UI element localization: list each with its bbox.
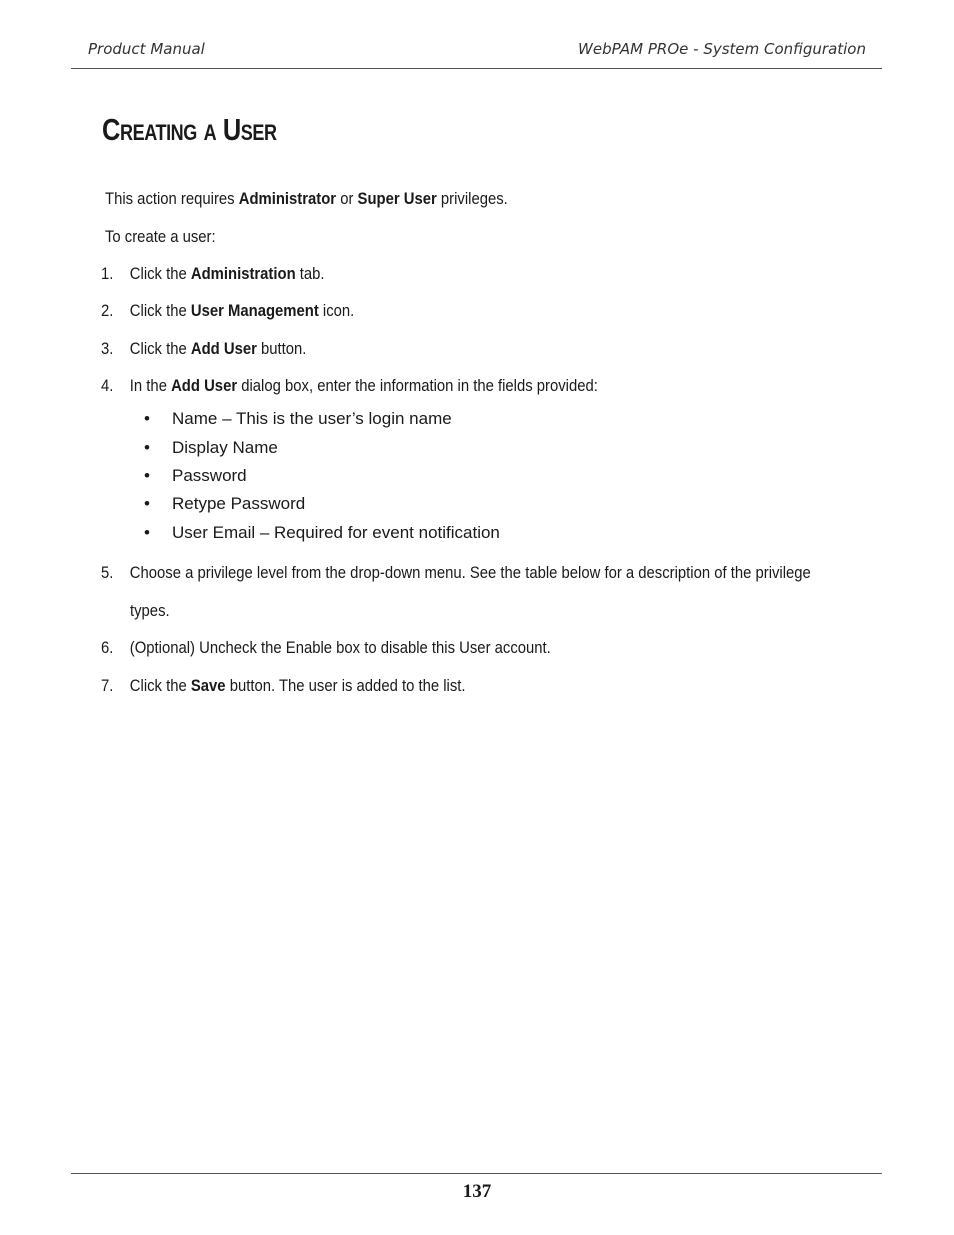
bullet-item <box>144 523 500 543</box>
step-number: 1. <box>101 265 114 283</box>
step-text-bold: Add User <box>171 377 238 395</box>
step-text-bold: User Management <box>190 302 319 320</box>
step-number: 6. <box>101 639 114 657</box>
header-chapter-title: WebPAM PROe - System Configuration <box>578 40 866 58</box>
bullet-text: User Email – Required for event notification <box>172 523 500 542</box>
step-3 <box>101 339 306 359</box>
page-number: 137 <box>462 1181 492 1202</box>
bullet-item <box>144 409 452 429</box>
section-title: Creating a User <box>102 112 277 147</box>
step-text-post: button. The user is added to the list. <box>225 677 466 695</box>
step-text-pre: In the <box>129 377 172 395</box>
bullet-text: Name – This is the user’s login name <box>172 409 452 428</box>
footer-rule <box>71 1173 882 1174</box>
bullet-text: Retype Password <box>172 494 306 513</box>
step-6 <box>101 638 551 658</box>
step-text-post: icon. <box>318 302 355 320</box>
step-5 <box>101 563 811 583</box>
bullet-item <box>144 466 247 486</box>
intro-text-mid: or <box>336 190 358 208</box>
lead-paragraph: To create a user: <box>105 228 216 246</box>
header-rule <box>71 68 882 69</box>
step-text-pre: Click the <box>129 340 191 358</box>
intro-bold-administrator: Administrator <box>238 190 337 208</box>
bullet-text: Display Name <box>172 438 278 457</box>
step-text-bold: Add User <box>190 340 257 358</box>
step-number: 3. <box>101 340 114 358</box>
step-2 <box>101 301 354 321</box>
intro-text-pre: This action requires <box>105 190 239 208</box>
step-number: 7. <box>101 677 114 695</box>
step-7 <box>101 676 466 696</box>
header-manual-title: Product Manual <box>88 40 205 58</box>
intro-text-post: privileges. <box>436 190 508 208</box>
step-text: Choose a privilege level from the drop-down menu. See the table below for a description of the privilege <box>129 564 811 582</box>
bullet-dot: • <box>144 438 150 457</box>
step-text-post: tab. <box>295 265 325 283</box>
step-number: 4. <box>101 377 114 395</box>
running-header <box>71 40 882 62</box>
bullet-dot: • <box>144 523 150 542</box>
step-text: (Optional) Uncheck the Enable box to disable this User account. <box>129 639 551 657</box>
step-number: 2. <box>101 302 114 320</box>
intro-bold-super-user: Super User <box>357 190 437 208</box>
step-text-bold: Save <box>190 677 226 695</box>
step-text-pre: Click the <box>129 265 191 283</box>
bullet-dot: • <box>144 494 150 513</box>
step-number: 5. <box>101 564 114 582</box>
step-4 <box>101 376 598 396</box>
step-text-post: dialog box, enter the information in the fields provided: <box>237 377 598 395</box>
step-5-continuation: types. <box>130 602 170 620</box>
step-text-pre: Click the <box>129 302 191 320</box>
intro-paragraph <box>105 189 508 209</box>
bullet-text: Password <box>172 466 247 485</box>
bullet-dot: • <box>144 409 150 428</box>
step-1 <box>101 264 325 284</box>
bullet-item <box>144 438 278 458</box>
step-text-pre: Click the <box>129 677 191 695</box>
step-text-post: button. <box>256 340 307 358</box>
step-text-bold: Administration <box>190 265 296 283</box>
bullet-dot: • <box>144 466 150 485</box>
bullet-item <box>144 494 305 514</box>
